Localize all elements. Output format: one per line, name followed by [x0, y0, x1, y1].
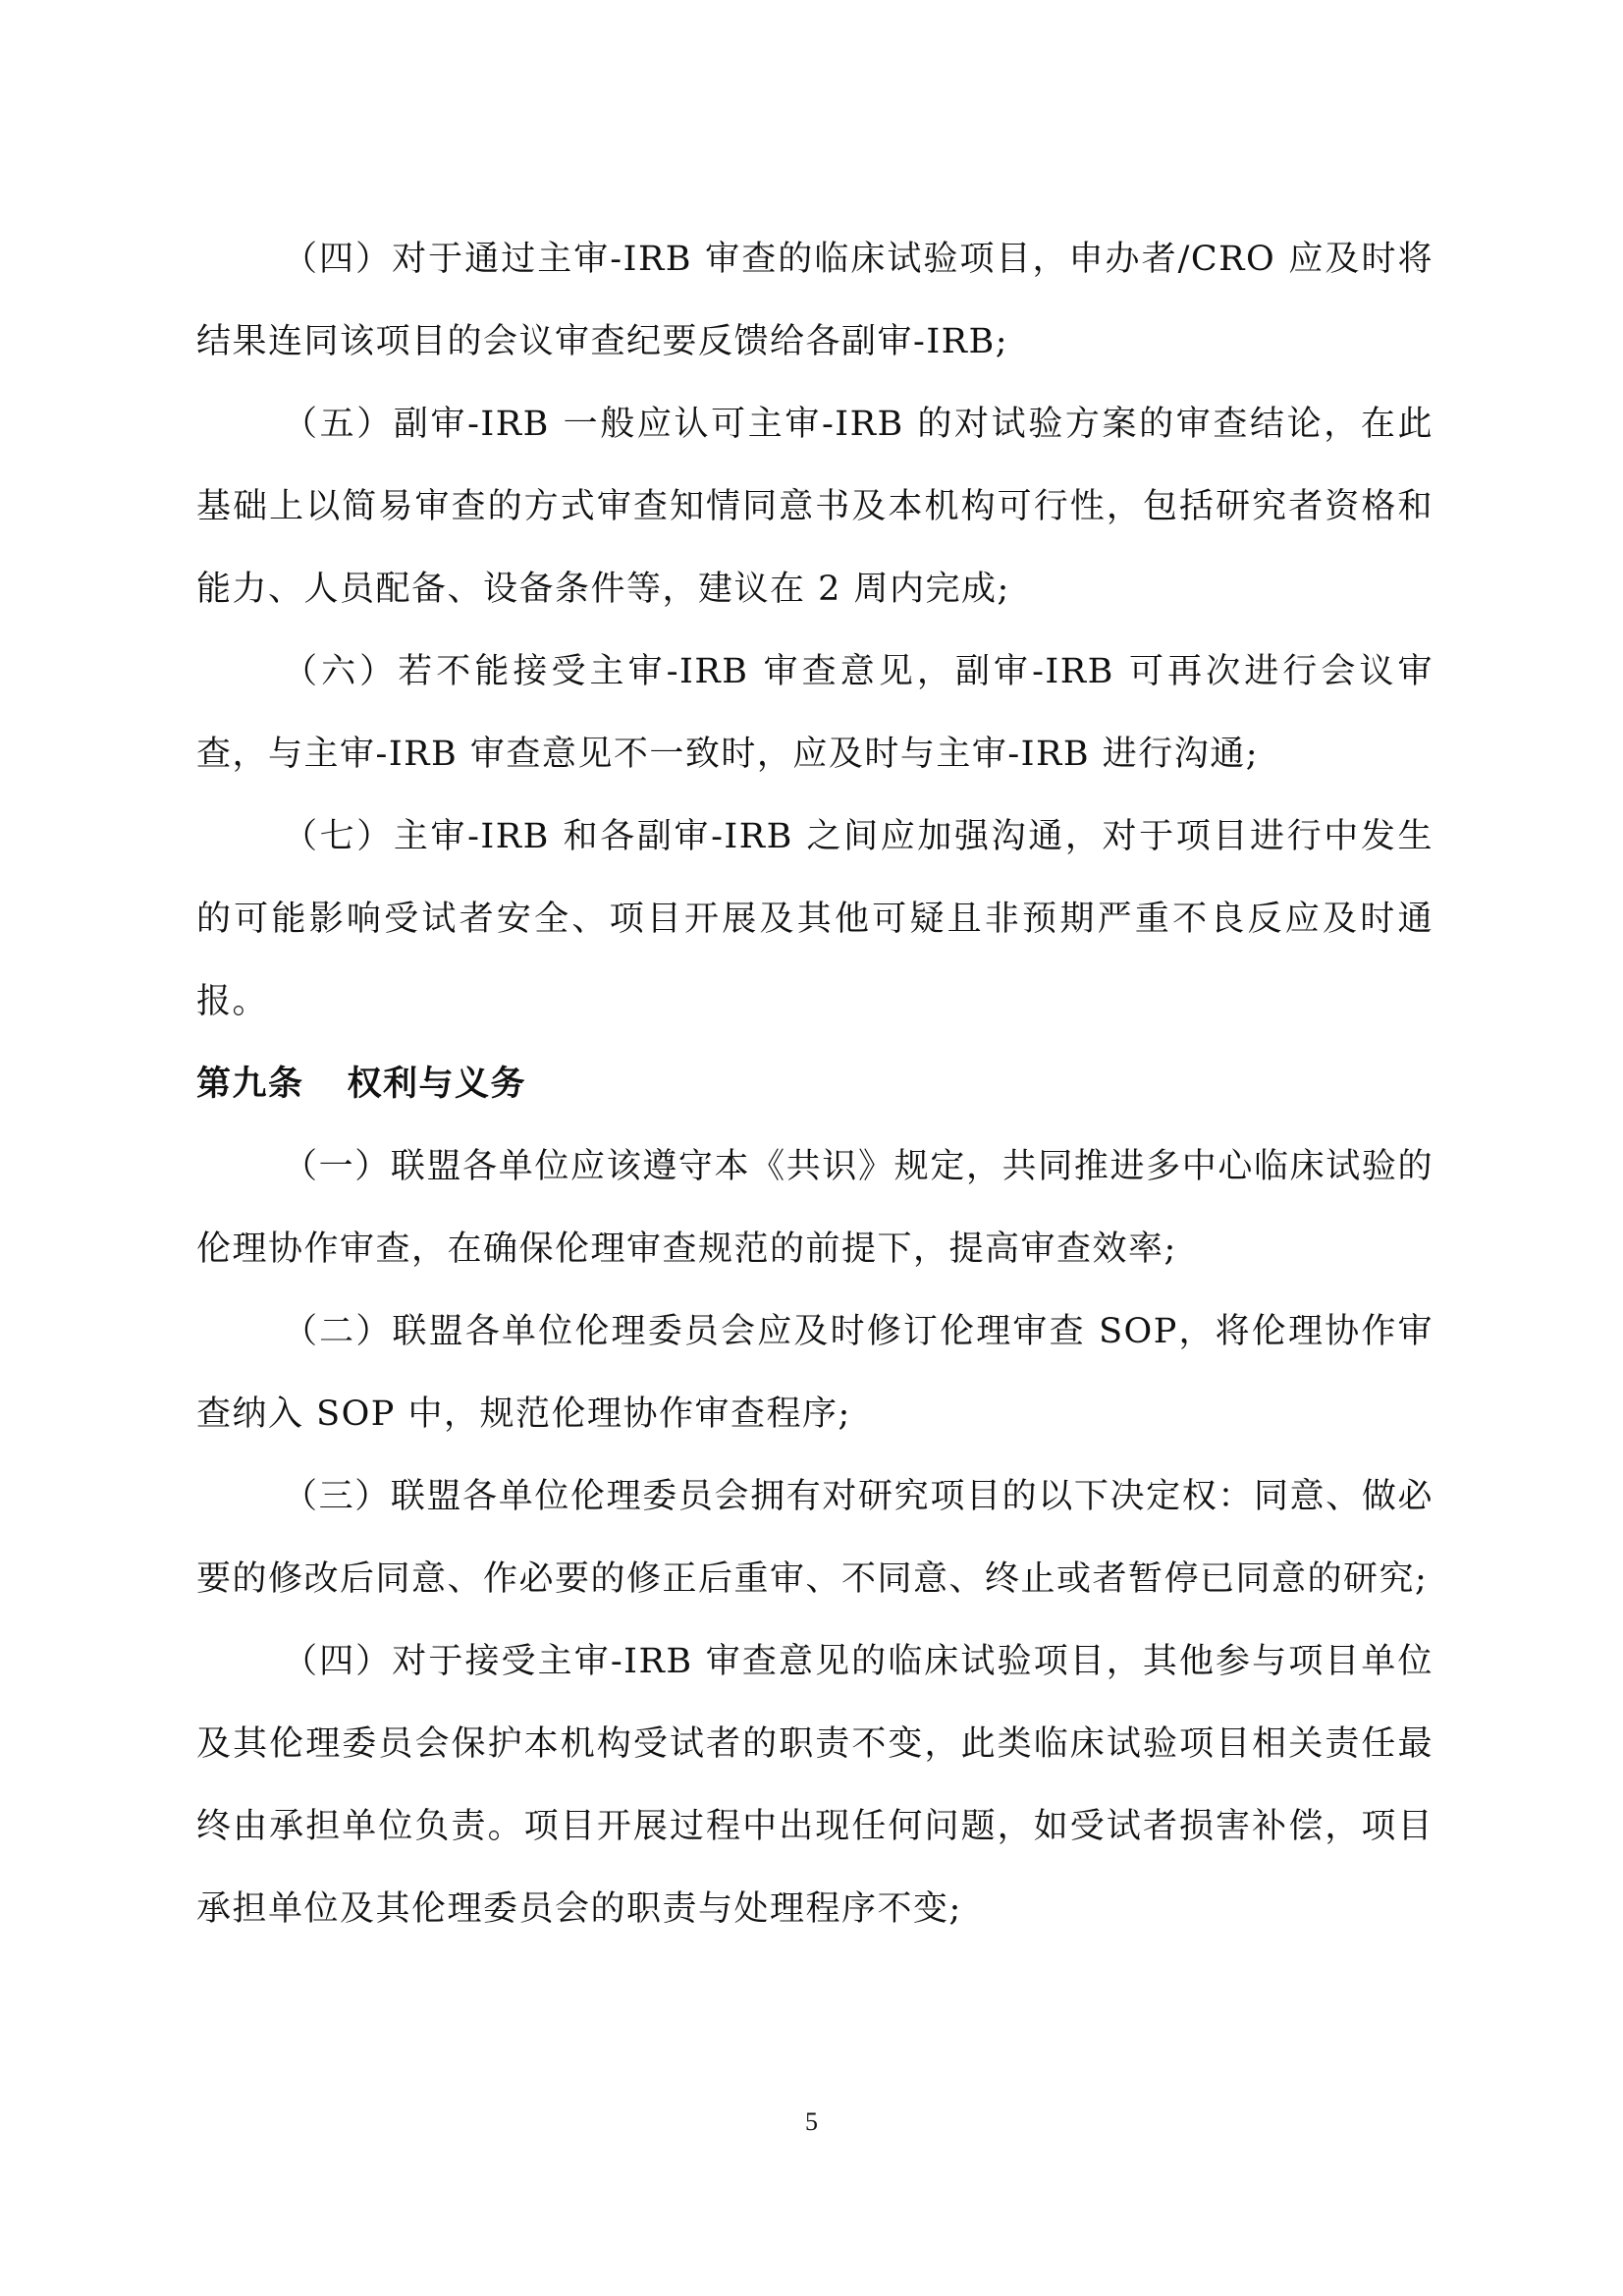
- page-number: 5: [805, 2107, 818, 2136]
- paragraph-item-5-accept-conclusion: （五）副审-IRB 一般应认可主审-IRB 的对试验方案的审查结论，在此基础上以简易审查的方式审查知情同意书及本机构可行性，包括研究者资格和能力、人员配备、设备条件等，建议在 2 周内完成;: [196, 405, 1434, 609]
- page-body: [196, 218, 1434, 1950]
- paragraph-item-4-responsibilities: （四）对于接受主审-IRB 审查意见的临床试验项目，其他参与项目单位及其伦理委员会保护本机构受试者的职责不变，此类临床试验项目相关责任最终由承担单位负责。项目开展过程中出现任何问题，如受试者损害补偿，项目承担单位及其伦理委员会的职责与处理程序不变;: [196, 1642, 1434, 1929]
- paragraph-item-1-comply-consensus: （一）联盟各单位应该遵守本《共识》规定，共同推进多中心临床试验的伦理协作审查，在确保伦理审查规范的前提下，提高审查效率;: [196, 1147, 1434, 1269]
- paragraph-item-3-decision-rights: （三）联盟各单位伦理委员会拥有对研究项目的以下决定权：同意、做必要的修改后同意、作必要的修正后重审、不同意、终止或者暂停已同意的研究;: [196, 1477, 1434, 1599]
- section-number: 第九条: [196, 1064, 304, 1104]
- section-title: 权利与义务: [347, 1064, 527, 1104]
- paragraph-item-7-communication: （七）主审-IRB 和各副审-IRB 之间应加强沟通，对于项目进行中发生的可能影响受试者安全、项目开展及其他可疑且非预期严重不良反应及时通报。: [196, 817, 1434, 1021]
- paragraph-item-2-revise-sop: （二）联盟各单位伦理委员会应及时修订伦理审查 SOP，将伦理协作审查纳入 SOP 中，规范伦理协作审查程序;: [196, 1312, 1434, 1434]
- section-heading: [196, 1043, 1434, 1125]
- paragraph-item-4-report-results: （四）对于通过主审-IRB 审查的临床试验项目，申办者/CRO 应及时将结果连同该项目的会议审查纪要反馈给各副审-IRB;: [196, 240, 1434, 361]
- paragraph-item-6-re-review: （六）若不能接受主审-IRB 审查意见，副审-IRB 可再次进行会议审查，与主审-IRB 审查意见不一致时，应及时与主审-IRB 进行沟通;: [196, 652, 1434, 774]
